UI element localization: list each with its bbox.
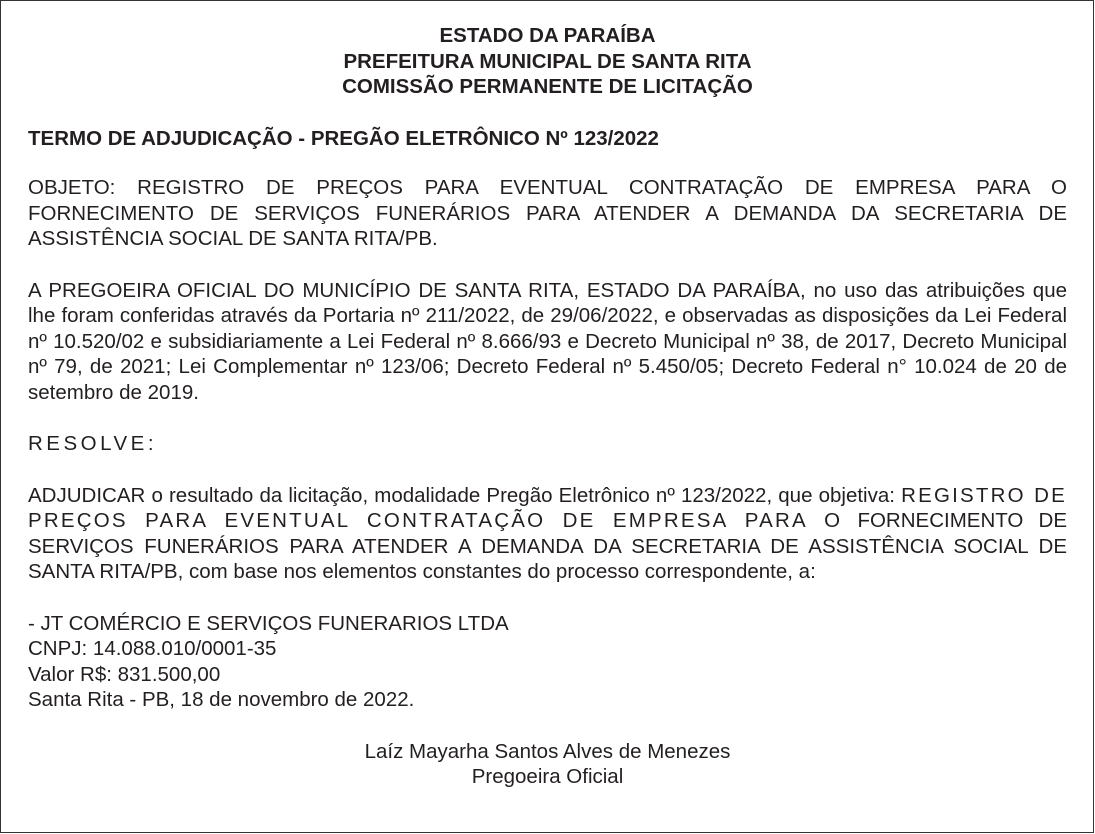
adjudicar-object: REGISTRO DE PREÇOS PARA EVENTUAL CONTRATAÇÃO DE EMPRESA PARA O — [28, 483, 1067, 532]
header — [28, 23, 1067, 100]
signature-block — [28, 739, 1067, 790]
resolve-heading: RESOLVE: — [28, 432, 158, 455]
winner-block — [28, 611, 1067, 713]
signatory-role: Pregoeira Oficial — [471, 765, 624, 788]
winner-cnpj: CNPJ: 14.088.010/0001-35 — [28, 637, 277, 660]
header-commission: COMISSÃO PERMANENTE DE LICITAÇÃO — [342, 75, 753, 98]
objeto-paragraph: OBJETO: REGISTRO DE PREÇOS PARA EVENTUAL CONTRATAÇÃO DE EMPRESA PARA O FORNECIMENTO DE SERVIÇOS FUNERÁRIOS PARA ATENDER A DEMANDA DA SECRETARIA DE ASSISTÊNCIA SOCIAL DE SANTA RITA/PB. — [28, 176, 1067, 250]
winner-value: Valor R$: 831.500,00 — [28, 662, 221, 686]
header-state: ESTADO DA PARAÍBA — [439, 24, 656, 47]
preamble-paragraph: A PREGOEIRA OFICIAL DO MUNICÍPIO DE SANTA RITA, ESTADO DA PARAÍBA, no uso das atribuições que lhe foram conferidas através da Portaria nº 211/2022, de 29/06/2022, e observadas as disposições da Lei Federal nº 10.520/02 e subsidiariamente a Lei Federal nº 8.666/93 e Decreto Municipal nº 38, de 2017, Decreto Municipal nº 79, de 2021; Lei Complementar nº 123/06; Decreto Federal nº 5.450/05; Decreto Federal n° 10.024 de 20 de setembro de 2019. — [28, 278, 1067, 404]
adjudicar-intro: ADJUDICAR o resultado da licitação, modalidade Pregão Eletrônico nº 123/2022, que objetiva: — [28, 483, 895, 507]
header-municipality: PREFEITURA MUNICIPAL DE SANTA RITA — [343, 49, 752, 73]
place-date: Santa Rita - PB, 18 de novembro de 2022. — [28, 688, 415, 711]
signatory-name: Laíz Mayarha Santos Alves de Menezes — [364, 739, 731, 763]
winner-company: - JT COMÉRCIO E SERVIÇOS FUNERARIOS LTDA — [28, 611, 509, 635]
adjudicar-paragraph — [28, 483, 1067, 585]
adjudicar-rest: FORNECIMENTO DE SERVIÇOS FUNERÁRIOS PARA ATENDER A DEMANDA DA SECRETARIA DE ASSISTÊNCIA SOCIAL DE SANTA RITA/PB, com base nos elementos constantes do processo correspondente, a: — [28, 509, 1067, 583]
document-title: TERMO DE ADJUDICAÇÃO - PREGÃO ELETRÔNICO Nº 123/2022 — [28, 126, 659, 150]
